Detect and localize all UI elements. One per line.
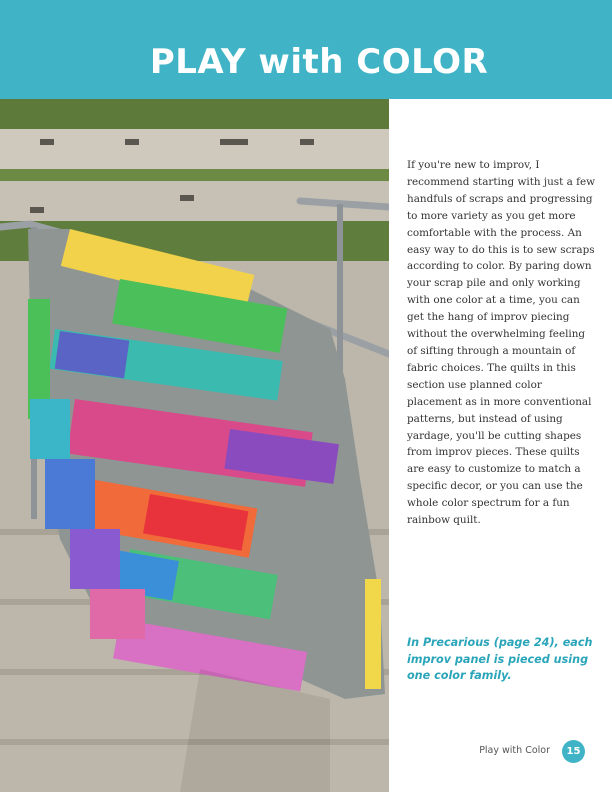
page-header-band xyxy=(0,0,612,99)
page-title: PLAY with COLOR xyxy=(149,42,489,82)
footer-section-label: Play with Color xyxy=(479,745,550,756)
quilt-photo xyxy=(0,99,389,792)
photo-caption: In Precarious (page 24), each improv panel is pieced using one color family. xyxy=(407,636,593,682)
body-paragraph: If you're new to improv, I recommend starting with just a few handfuls of scraps and progressing to more variety as you get more comfortable with the process. An easy way to do this is to sew scraps according to color. By paring down your scrap pile and only working with one color at a time, you can get the hang of improv piecing without the overwhelming feeling of sifting through a mountain of fabric choices. The quilts in this section use planned color placement as in more conventional patterns, but instead of using yardage, you'll be cutting shapes from improv pieces. These quilts are easy to customize to match a specific decor, or you can use the whole color spectrum for a fun rainbow quilt. xyxy=(407,159,596,527)
page-number-badge: 15 xyxy=(562,740,585,763)
quilt-photo-illustration xyxy=(0,99,389,792)
